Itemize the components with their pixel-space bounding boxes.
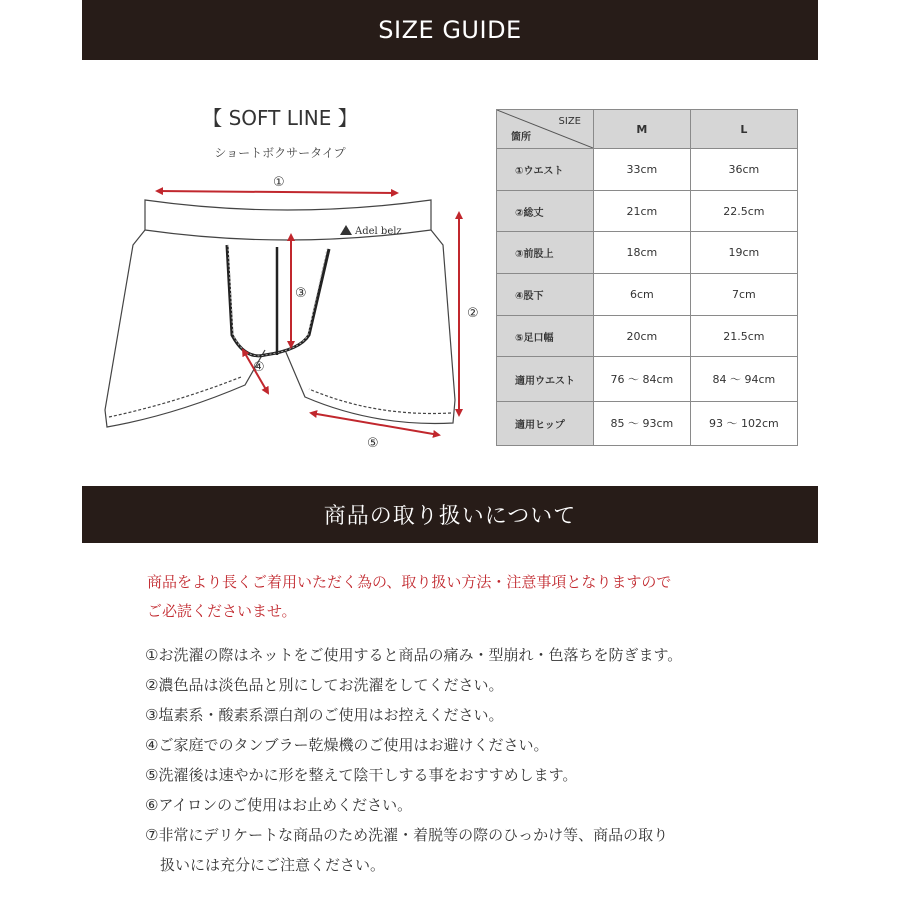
list-item: ④ご家庭でのタンブラー乾燥機のご使用はお避けください。: [145, 736, 549, 754]
cell-m: 76 ～ 84cm: [594, 357, 691, 401]
row-label: 適用ヒップ: [497, 401, 594, 445]
row-label: ⑤足口幅: [497, 315, 594, 357]
cell-l: 22.5cm: [690, 190, 797, 232]
cell-l: 21.5cm: [690, 315, 797, 357]
cell-m: 21cm: [594, 190, 691, 232]
waist-marker: ①: [273, 175, 285, 190]
row-label: 適用ウエスト: [497, 357, 594, 401]
cell-l: 93 ～ 102cm: [690, 401, 797, 445]
care-title: 商品の取り扱いについて: [323, 504, 577, 529]
boxer-diagram: [95, 165, 495, 455]
care-intro: [147, 568, 827, 626]
row-label: ①ウエスト: [497, 149, 594, 191]
size-guide-title: SIZE GUIDE: [378, 16, 522, 44]
table-row: [497, 274, 798, 316]
table-row: [497, 401, 798, 445]
garment-outline: [105, 200, 455, 427]
row-label: ④股下: [497, 274, 594, 316]
table-row: [497, 357, 798, 401]
inseam-marker: ④: [253, 360, 265, 375]
cell-l: 7cm: [690, 274, 797, 316]
corner-part-label: 箇所: [511, 132, 531, 143]
cell-l: 84 ～ 94cm: [690, 357, 797, 401]
leg-opening-marker: ⑤: [367, 436, 379, 451]
size-guide-header: [82, 0, 818, 60]
list-item: ⑥アイロンのご使用はお止めください。: [145, 796, 413, 814]
column-header-m: M: [594, 110, 691, 149]
care-intro-line: ご必読くださいませ。: [147, 602, 297, 620]
cell-l: 36cm: [690, 149, 797, 191]
cell-m: 6cm: [594, 274, 691, 316]
cell-l: 19cm: [690, 232, 797, 274]
care-header: [82, 486, 818, 543]
row-label: ②総丈: [497, 190, 594, 232]
cell-m: 20cm: [594, 315, 691, 357]
cell-m: 85 ～ 93cm: [594, 401, 691, 445]
front-rise-marker: ③: [295, 286, 307, 301]
list-item: ⑤洗濯後は速やかに形を整えて陰干しする事をおすすめします。: [145, 766, 578, 784]
corner-size-label: SIZE: [558, 116, 581, 127]
list-item: 扱いには充分にご注意ください。: [145, 856, 386, 874]
care-instructions-list: [145, 640, 835, 880]
product-line-title: 【 SOFT LINE 】: [202, 106, 358, 130]
list-item: ③塩素系・酸素系漂白剤のご使用はお控えください。: [145, 706, 504, 724]
list-item: ①お洗濯の際はネットをご使用すると商品の痛み・型崩れ・色落ちを防ぎます。: [145, 646, 683, 664]
cell-m: 18cm: [594, 232, 691, 274]
care-intro-line: 商品をより長くご着用いただく為の、取り扱い方法・注意事項となりますので: [147, 573, 672, 591]
size-table-header-row: [497, 110, 798, 149]
list-item: ②濃色品は淡色品と別にしてお洗濯をしてください。: [145, 676, 504, 694]
size-table: [496, 109, 798, 446]
table-row: [497, 190, 798, 232]
table-row: [497, 149, 798, 191]
table-row: [497, 315, 798, 357]
table-row: [497, 232, 798, 274]
total-length-marker: ②: [467, 306, 479, 321]
size-table-corner: [497, 110, 594, 149]
row-label: ③前股上: [497, 232, 594, 274]
brand-logo-text: Adel belz: [355, 226, 402, 237]
product-type-label: ショートボクサータイプ: [214, 146, 346, 160]
list-item: ⑦非常にデリケートな商品のため洗濯・着脱等の際のひっかけ等、商品の取り: [145, 826, 669, 844]
cell-m: 33cm: [594, 149, 691, 191]
column-header-l: L: [690, 110, 797, 149]
